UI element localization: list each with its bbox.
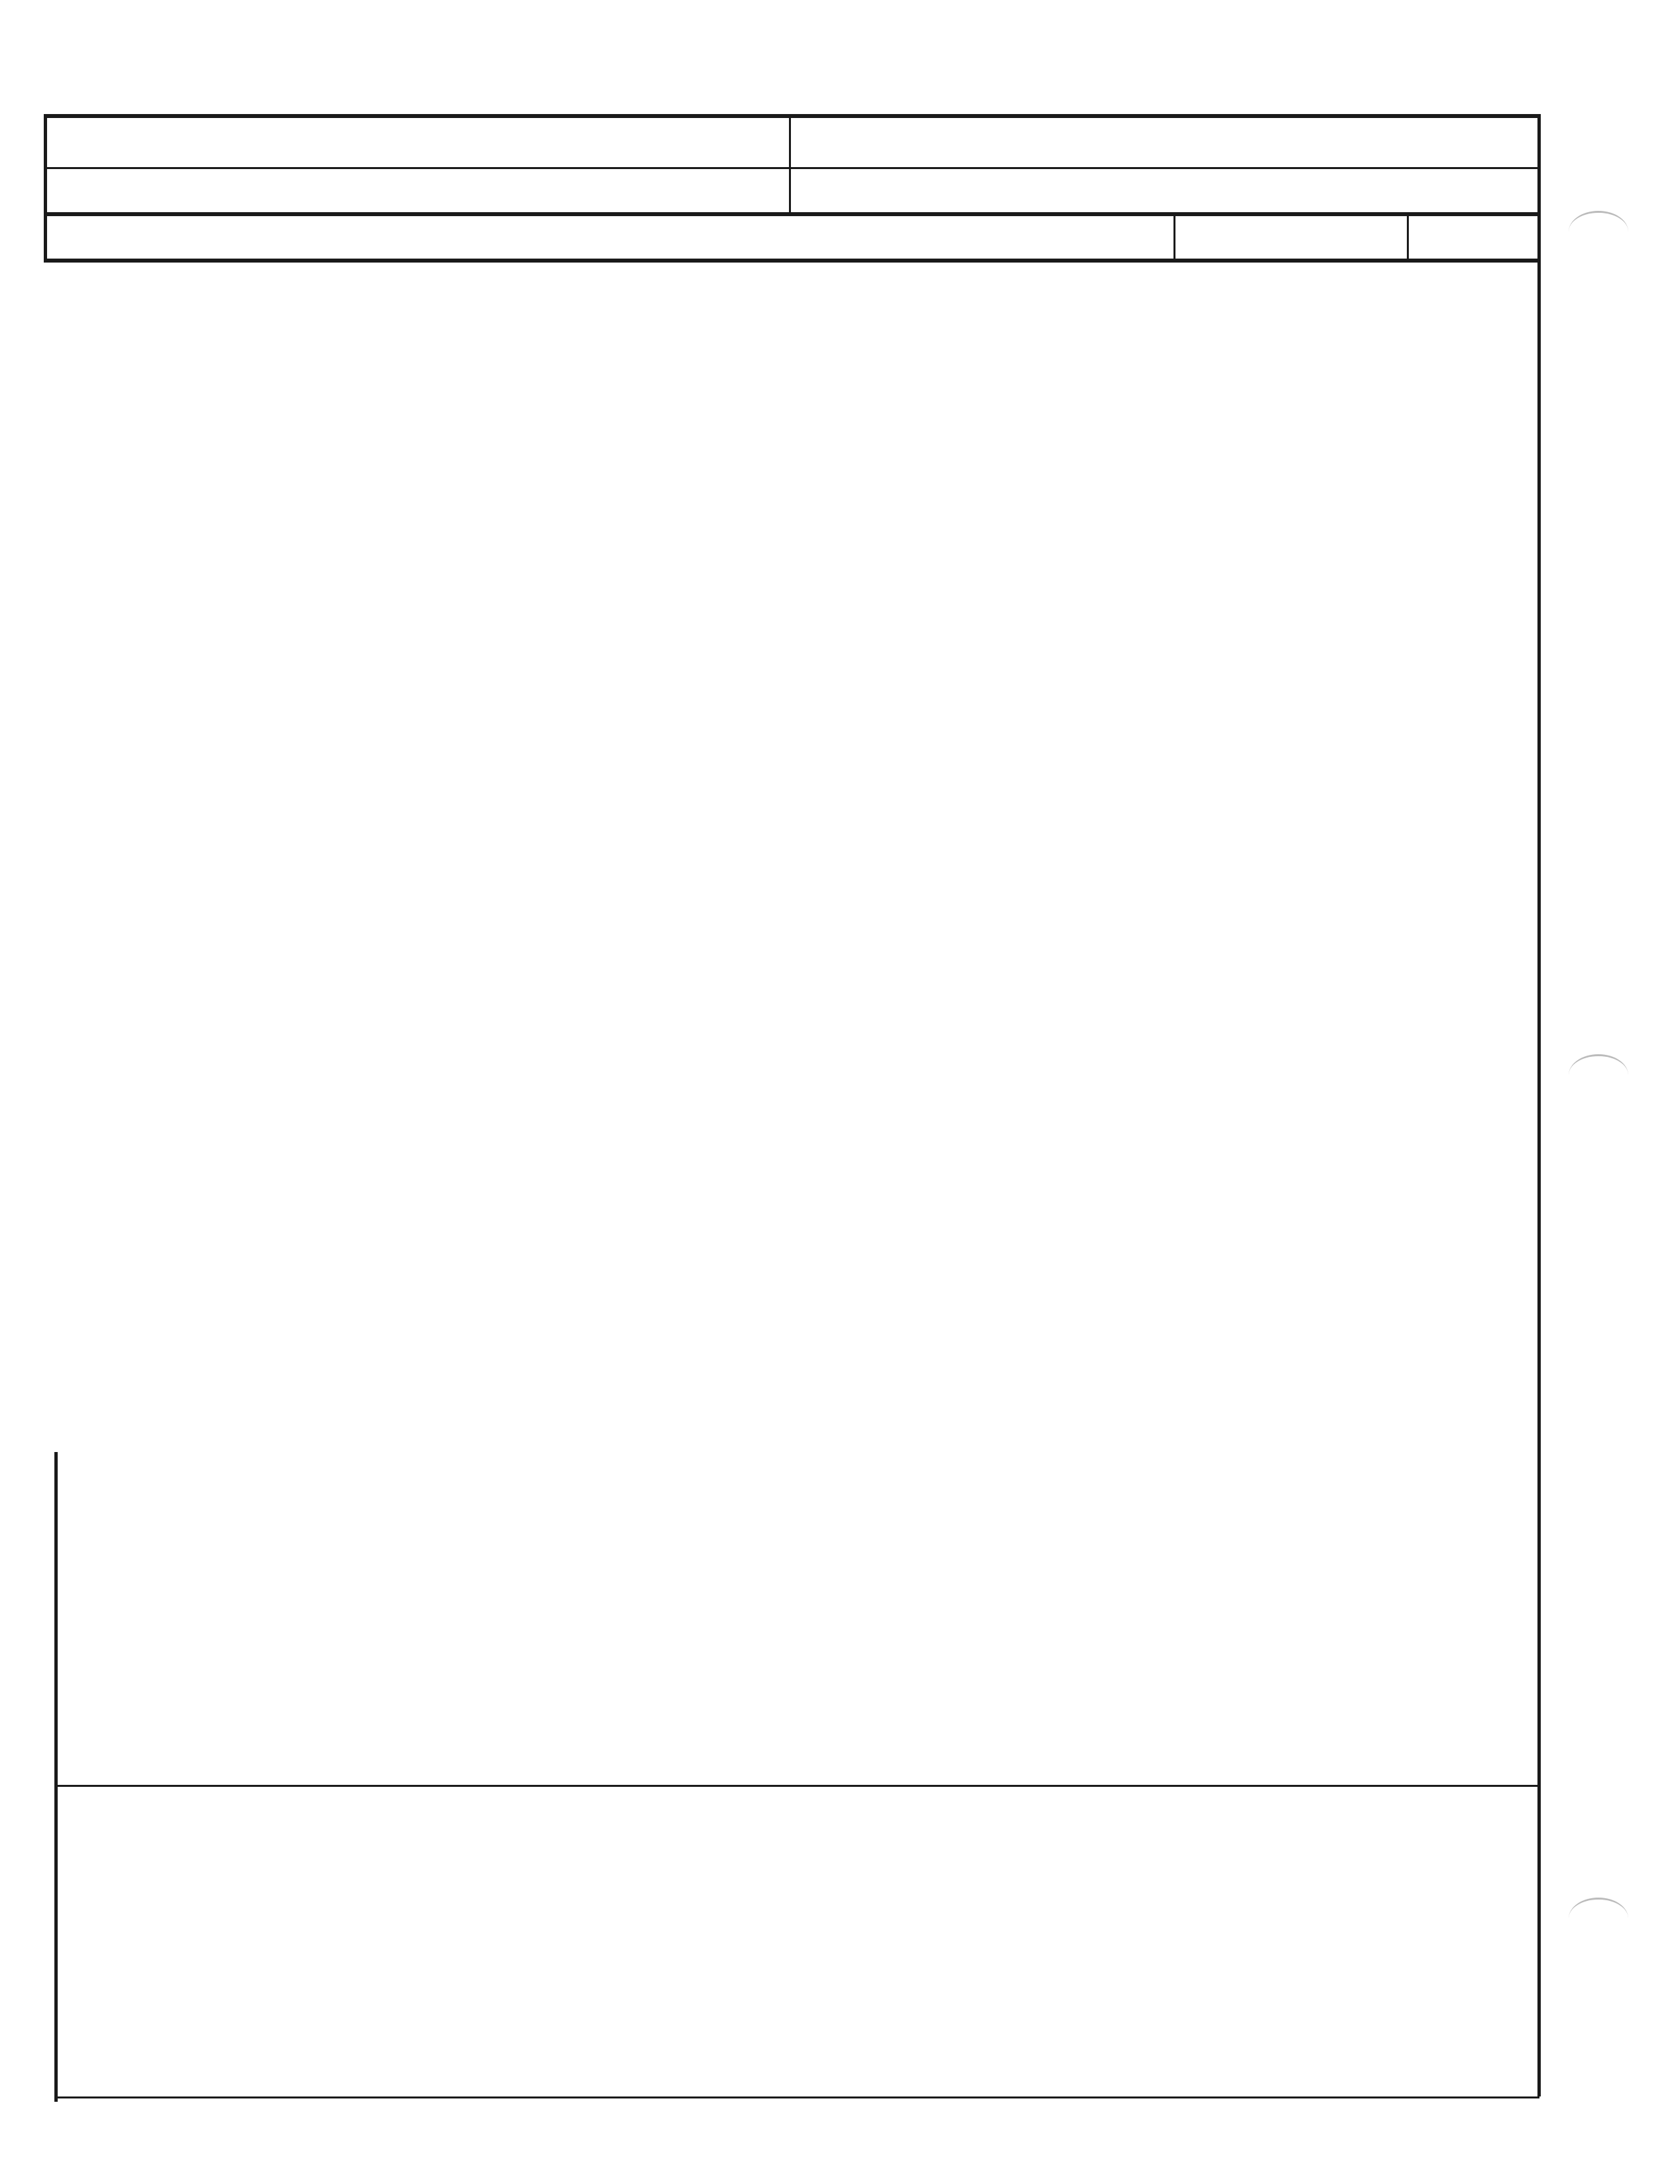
wife-maiden-field[interactable] bbox=[875, 171, 1525, 210]
frame-left-upper bbox=[44, 114, 47, 259]
husband-bottom-line bbox=[44, 167, 1539, 169]
name-divider bbox=[789, 114, 791, 213]
husband-given-field[interactable] bbox=[192, 121, 776, 162]
punch-hole-mark bbox=[1569, 1898, 1628, 1939]
children-header-bottom bbox=[44, 259, 1539, 263]
other-marriages-field[interactable] bbox=[64, 1498, 1529, 1777]
sources-field[interactable] bbox=[64, 1823, 1529, 2089]
sources-top-line bbox=[54, 1785, 1539, 1787]
lds-divider bbox=[1173, 213, 1175, 260]
frame-left-lower bbox=[54, 1452, 58, 2102]
frame-right bbox=[1537, 114, 1541, 2096]
frame-bottom-line bbox=[54, 2096, 1539, 2098]
wife-given-field[interactable] bbox=[192, 171, 776, 210]
temple-divider bbox=[1407, 213, 1409, 260]
husband-last-field[interactable] bbox=[862, 121, 1525, 162]
frame-top-line bbox=[44, 114, 1541, 118]
punch-hole-mark bbox=[1569, 1054, 1628, 1096]
wife-bottom-line bbox=[44, 212, 1539, 216]
punch-hole-mark bbox=[1569, 211, 1628, 253]
